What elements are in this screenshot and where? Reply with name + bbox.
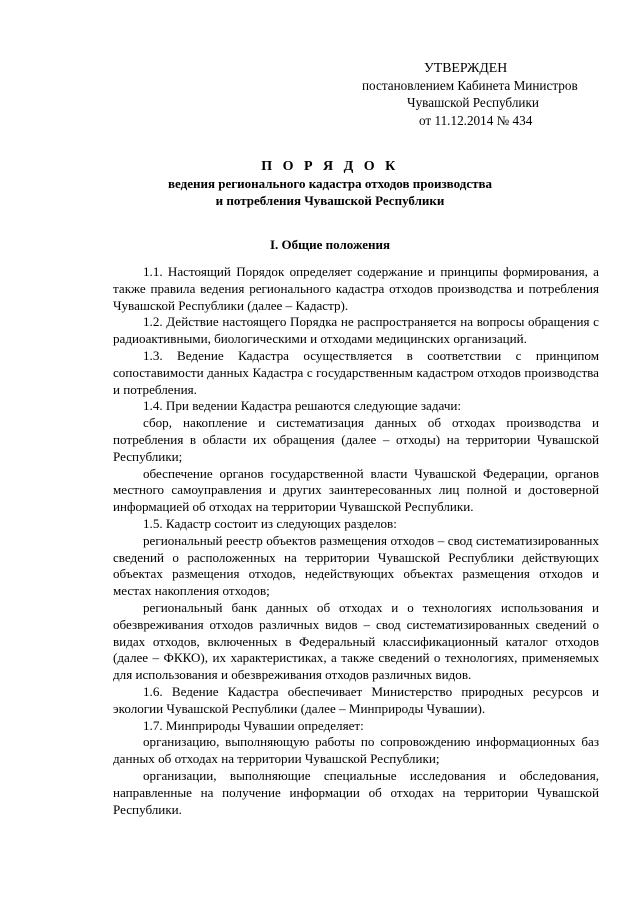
paragraph-1-7-item-2: организации, выполняющие специальные исследования и обследования, направленные на получение информации об отходах на территории Чувашской Республики. [113, 767, 599, 817]
paragraph-1-5-item-2: региональный банк данных об отходах и о технологиях использования и обезвреживания отходов различных видов – свод систематизированных сведений о видах отходов, включенных в Федеральный классификационный каталог отходов (далее – ФККО), их характеристиках, а также сведений о технологиях, применяемых для использования и обезвреживания отходов различных видов. [113, 599, 599, 683]
document-body [113, 264, 599, 818]
document-subtitle-line-1: ведения регионального кадастра отходов производства [168, 176, 492, 191]
paragraph-1-2: 1.2. Действие настоящего Порядка не распространяется на вопросы обращения с радиоактивными, биологическими и отходами медицинских организаций. [113, 314, 599, 347]
paragraph-1-5-item-1: региональный реестр объектов размещения отходов – свод систематизированных сведений о расположенных на территории Чувашской Республики действующих объектах размещения отходов, недействующих объектах размещения отходов и местах накопления отходов; [113, 532, 599, 599]
document-title-block [100, 158, 560, 209]
paragraph-1-1: 1.1. Настоящий Порядок определяет содержание и принципы формирования, а также правила ведения регионального кадастра отходов производства и потребления Чувашской Республики (далее – Кадастр). [113, 264, 599, 313]
approval-date-number: от 11.12.2014 № 434 [419, 112, 533, 128]
paragraph-1-4-item-2: обеспечение органов государственной власти Чувашской Федерации, органов местного самоуправления и других заинтересованных лиц полной и достоверной информацией об отходах на территории Чувашской Республики. [113, 465, 599, 515]
approval-resolution: постановлением Кабинета Министров [362, 77, 578, 93]
paragraph-1-7-item-1: организацию, выполняющую работы по сопровождению информационных баз данных об отходах на территории Чувашской Республики; [113, 734, 599, 767]
paragraph-1-3: 1.3. Ведение Кадастра осуществляется в соответствии с принципом сопоставимости данных Кадастра с государственным кадастром отходов производства и потребления. [113, 347, 599, 397]
approval-block [360, 59, 598, 129]
section-heading: I. Общие положения [270, 237, 390, 252]
paragraph-1-5: 1.5. Кадастр состоит из следующих разделов: [143, 515, 397, 531]
approval-republic: Чувашской Республики [407, 95, 539, 110]
paragraph-1-6: 1.6. Ведение Кадастра обеспечивает Министерство природных ресурсов и экологии Чувашской Республики (далее – Минприроды Чувашии). [113, 683, 599, 716]
document-title: П О Р Я Д О К [261, 159, 399, 174]
paragraph-1-4-item-1: сбор, накопление и систематизация данных об отходах производства и потребления в области их обращения (далее – отходы) на территории Чувашской Республики; [113, 415, 599, 464]
paragraph-1-4: 1.4. При ведении Кадастра решаются следующие задачи: [143, 398, 462, 414]
paragraph-1-7: 1.7. Минприроды Чувашии определяет: [143, 717, 364, 733]
approval-title: УТВЕРЖДЕН [424, 60, 508, 75]
document-subtitle-line-2: и потребления Чувашской Республики [215, 192, 445, 208]
